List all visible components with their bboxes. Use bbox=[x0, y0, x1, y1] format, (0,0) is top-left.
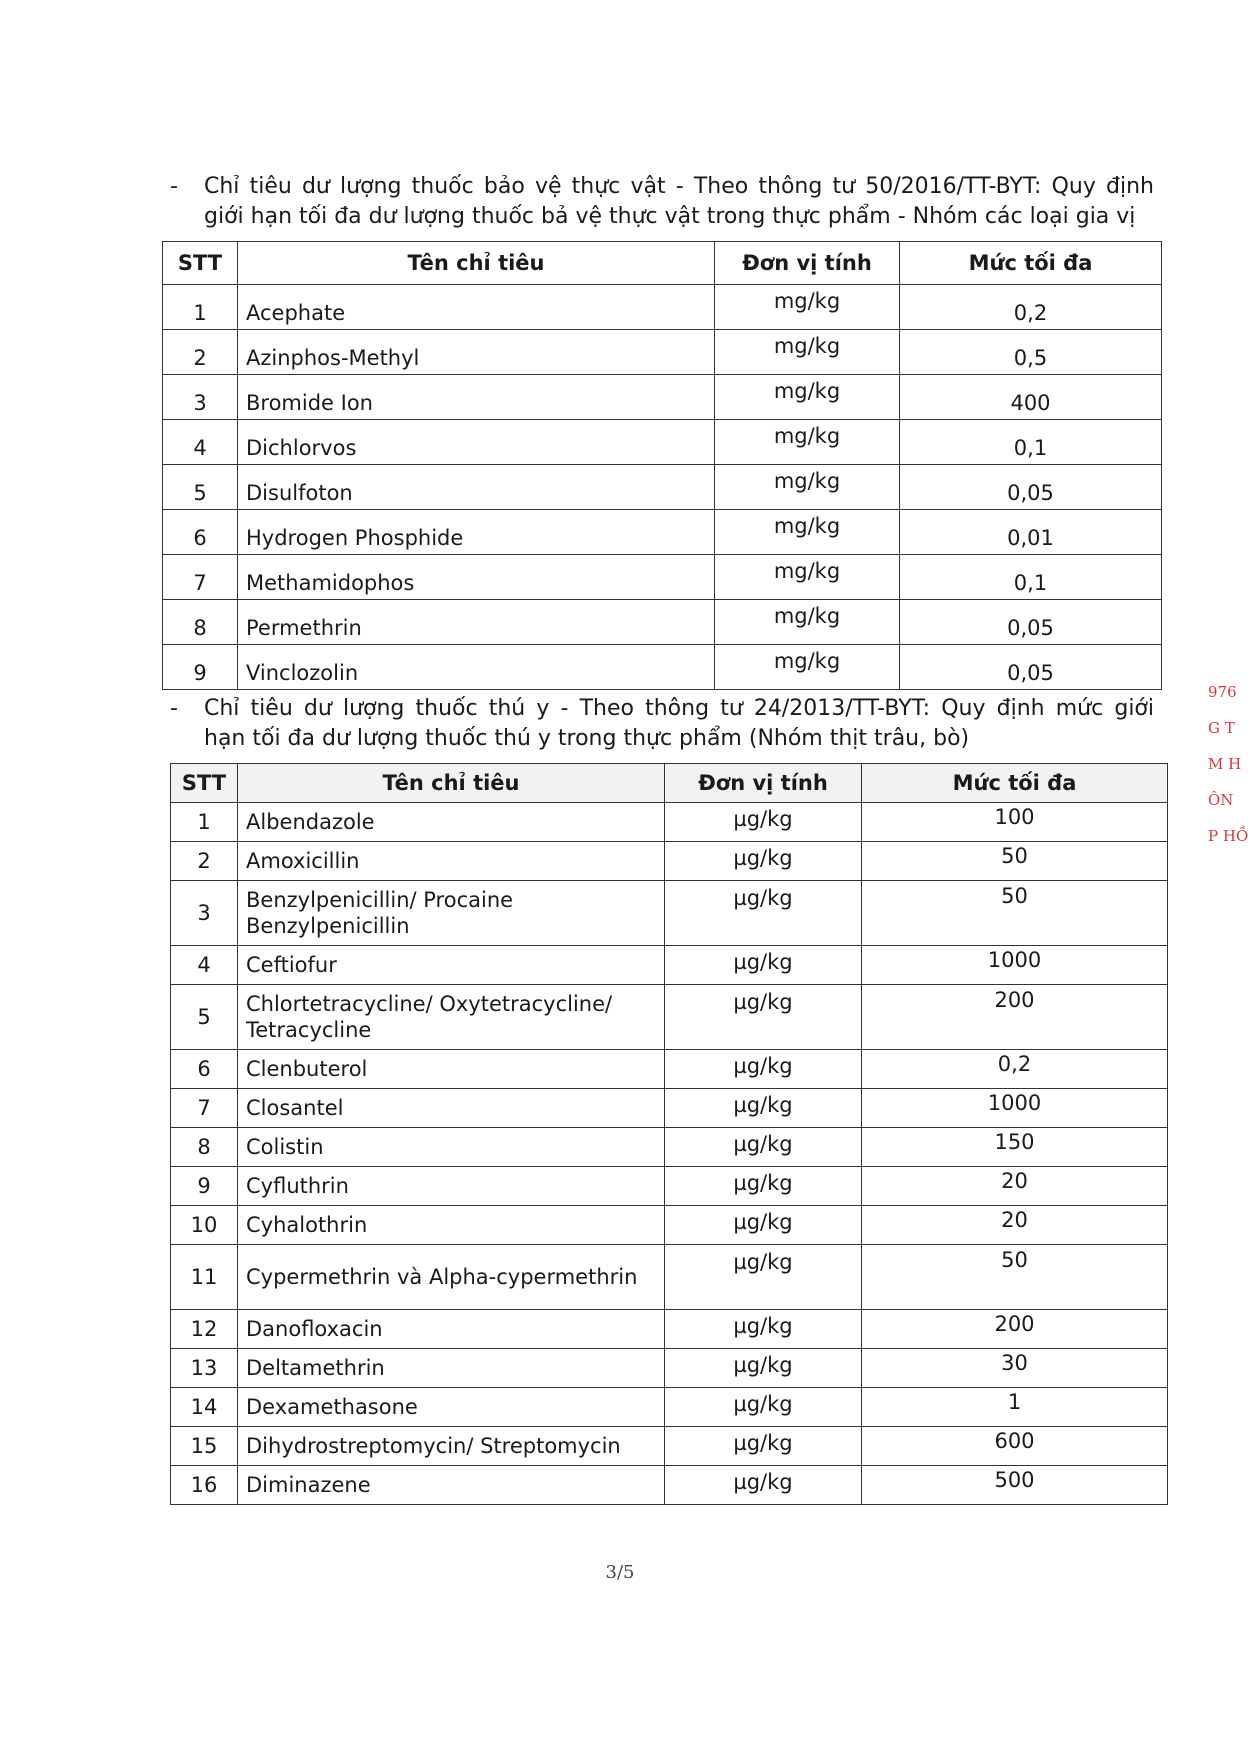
cell-name: Closantel bbox=[238, 1089, 665, 1128]
table-row bbox=[171, 1128, 1168, 1167]
table-row bbox=[171, 1310, 1168, 1349]
cell-stt: 10 bbox=[171, 1206, 238, 1245]
header-stt: STT bbox=[171, 764, 238, 803]
cell-unit: mg/kg bbox=[715, 420, 900, 465]
table-row bbox=[163, 375, 1162, 420]
table-row bbox=[163, 420, 1162, 465]
cell-unit: mg/kg bbox=[715, 510, 900, 555]
cell-max: 200 bbox=[862, 985, 1168, 1050]
table-header-row bbox=[163, 242, 1162, 285]
cell-max: 0,1 bbox=[900, 420, 1162, 465]
cell-max: 1000 bbox=[862, 946, 1168, 985]
cell-unit: µg/kg bbox=[665, 1349, 862, 1388]
cell-unit: µg/kg bbox=[665, 842, 862, 881]
veterinary-drug-table bbox=[170, 763, 1168, 1505]
cell-stt: 3 bbox=[171, 881, 238, 946]
table-row bbox=[171, 1427, 1168, 1466]
cell-stt: 9 bbox=[163, 645, 238, 690]
cell-max: 500 bbox=[862, 1466, 1168, 1505]
cell-max: 100 bbox=[862, 803, 1168, 842]
cell-unit: µg/kg bbox=[665, 946, 862, 985]
cell-stt: 14 bbox=[171, 1388, 238, 1427]
table-row bbox=[171, 1089, 1168, 1128]
table-row bbox=[171, 1466, 1168, 1505]
header-max: Mức tối đa bbox=[900, 242, 1162, 285]
stamp-text: P HỒ bbox=[1208, 827, 1248, 845]
table-row bbox=[163, 465, 1162, 510]
cell-stt: 15 bbox=[171, 1427, 238, 1466]
cell-name: Acephate bbox=[238, 285, 715, 330]
table-row bbox=[171, 1050, 1168, 1089]
table-row bbox=[171, 1388, 1168, 1427]
page-number: 3/5 bbox=[605, 1562, 635, 1583]
cell-stt: 8 bbox=[171, 1128, 238, 1167]
cell-max: 50 bbox=[862, 881, 1168, 946]
header-unit: Đơn vị tính bbox=[665, 764, 862, 803]
cell-name: Chlortetracycline/ Oxytetracycline/ Tetracycline bbox=[238, 985, 665, 1050]
cell-name: Danofloxacin bbox=[238, 1310, 665, 1349]
cell-max: 600 bbox=[862, 1427, 1168, 1466]
cell-unit: mg/kg bbox=[715, 285, 900, 330]
cell-name: Permethrin bbox=[238, 600, 715, 645]
table-header-row bbox=[171, 764, 1168, 803]
cell-unit: µg/kg bbox=[665, 1245, 862, 1310]
section2-heading-line2: hạn tối đa dư lượng thuốc thú y trong thực phẩm (Nhóm thịt trâu, bò) bbox=[204, 726, 970, 751]
cell-name: Amoxicillin bbox=[238, 842, 665, 881]
table-row bbox=[171, 1349, 1168, 1388]
cell-stt: 2 bbox=[163, 330, 238, 375]
cell-name: Hydrogen Phosphide bbox=[238, 510, 715, 555]
table-row bbox=[163, 285, 1162, 330]
cell-max: 30 bbox=[862, 1349, 1168, 1388]
red-stamp-fragment bbox=[1208, 674, 1248, 904]
table-row bbox=[163, 330, 1162, 375]
cell-max: 0,2 bbox=[862, 1050, 1168, 1089]
table-row bbox=[163, 645, 1162, 690]
cell-stt: 3 bbox=[163, 375, 238, 420]
cell-max: 20 bbox=[862, 1206, 1168, 1245]
cell-stt: 9 bbox=[171, 1167, 238, 1206]
cell-name: Clenbuterol bbox=[238, 1050, 665, 1089]
cell-name: Dichlorvos bbox=[238, 420, 715, 465]
table-row bbox=[171, 946, 1168, 985]
section1-heading-line1: Chỉ tiêu dư lượng thuốc bảo vệ thực vật - Theo thông tư 50/2016/TT-BYT: Quy định bbox=[204, 174, 1154, 199]
cell-unit: µg/kg bbox=[665, 881, 862, 946]
header-stt: STT bbox=[163, 242, 238, 285]
table-row bbox=[171, 1167, 1168, 1206]
cell-unit: mg/kg bbox=[715, 375, 900, 420]
cell-name: Dihydrostreptomycin/ Streptomycin bbox=[238, 1427, 665, 1466]
pesticide-table bbox=[162, 241, 1162, 690]
cell-stt: 16 bbox=[171, 1466, 238, 1505]
cell-unit: µg/kg bbox=[665, 1206, 862, 1245]
cell-stt: 5 bbox=[171, 985, 238, 1050]
cell-unit: mg/kg bbox=[715, 600, 900, 645]
cell-stt: 8 bbox=[163, 600, 238, 645]
cell-unit: µg/kg bbox=[665, 803, 862, 842]
table-row bbox=[171, 1245, 1168, 1310]
cell-name: Albendazole bbox=[238, 803, 665, 842]
cell-stt: 12 bbox=[171, 1310, 238, 1349]
cell-name: Cyfluthrin bbox=[238, 1167, 665, 1206]
table-row bbox=[171, 985, 1168, 1050]
cell-max: 150 bbox=[862, 1128, 1168, 1167]
header-unit: Đơn vị tính bbox=[715, 242, 900, 285]
cell-max: 0,05 bbox=[900, 600, 1162, 645]
table-row bbox=[171, 803, 1168, 842]
cell-name: Bromide Ion bbox=[238, 375, 715, 420]
cell-max: 0,5 bbox=[900, 330, 1162, 375]
cell-max: 20 bbox=[862, 1167, 1168, 1206]
stamp-text: 976 bbox=[1208, 683, 1237, 701]
cell-unit: mg/kg bbox=[715, 465, 900, 510]
cell-name: Diminazene bbox=[238, 1466, 665, 1505]
table-row bbox=[171, 1206, 1168, 1245]
cell-unit: µg/kg bbox=[665, 1388, 862, 1427]
cell-max: 400 bbox=[900, 375, 1162, 420]
cell-unit: µg/kg bbox=[665, 1310, 862, 1349]
cell-unit: µg/kg bbox=[665, 1167, 862, 1206]
cell-unit: µg/kg bbox=[665, 1128, 862, 1167]
cell-stt: 5 bbox=[163, 465, 238, 510]
stamp-text: ÔN bbox=[1208, 791, 1234, 809]
stamp-text: M H bbox=[1208, 755, 1242, 773]
cell-name: Ceftiofur bbox=[238, 946, 665, 985]
cell-stt: 2 bbox=[171, 842, 238, 881]
cell-max: 1 bbox=[862, 1388, 1168, 1427]
stamp-text: G T bbox=[1208, 719, 1235, 737]
cell-stt: 7 bbox=[171, 1089, 238, 1128]
cell-unit: µg/kg bbox=[665, 1050, 862, 1089]
table-row bbox=[163, 600, 1162, 645]
cell-unit: µg/kg bbox=[665, 1089, 862, 1128]
cell-unit: mg/kg bbox=[715, 645, 900, 690]
cell-max: 1000 bbox=[862, 1089, 1168, 1128]
cell-unit: µg/kg bbox=[665, 1427, 862, 1466]
section1-heading-line2: giới hạn tối đa dư lượng thuốc bả vệ thực vật trong thực phẩm - Nhóm các loại gia vị bbox=[204, 204, 1136, 229]
cell-name: Cyhalothrin bbox=[238, 1206, 665, 1245]
header-max: Mức tối đa bbox=[862, 764, 1168, 803]
section2-heading-line1: Chỉ tiêu dư lượng thuốc thú y - Theo thông tư 24/2013/TT-BYT: Quy định mức giới bbox=[204, 696, 1154, 721]
cell-stt: 6 bbox=[171, 1050, 238, 1089]
cell-max: 200 bbox=[862, 1310, 1168, 1349]
cell-name: Dexamethasone bbox=[238, 1388, 665, 1427]
cell-unit: mg/kg bbox=[715, 555, 900, 600]
cell-unit: µg/kg bbox=[665, 985, 862, 1050]
cell-stt: 11 bbox=[171, 1245, 238, 1310]
cell-max: 0,05 bbox=[900, 465, 1162, 510]
cell-stt: 4 bbox=[163, 420, 238, 465]
cell-stt: 1 bbox=[163, 285, 238, 330]
cell-name: Colistin bbox=[238, 1128, 665, 1167]
cell-name: Vinclozolin bbox=[238, 645, 715, 690]
cell-max: 0,05 bbox=[900, 645, 1162, 690]
bullet-dash: - bbox=[170, 174, 178, 199]
bullet-dash: - bbox=[170, 696, 178, 721]
cell-name: Methamidophos bbox=[238, 555, 715, 600]
cell-unit: mg/kg bbox=[715, 330, 900, 375]
cell-stt: 4 bbox=[171, 946, 238, 985]
cell-unit: µg/kg bbox=[665, 1466, 862, 1505]
header-name: Tên chỉ tiêu bbox=[238, 242, 715, 285]
cell-name: Deltamethrin bbox=[238, 1349, 665, 1388]
table-row bbox=[171, 842, 1168, 881]
cell-max: 50 bbox=[862, 1245, 1168, 1310]
table-row bbox=[171, 881, 1168, 946]
cell-stt: 1 bbox=[171, 803, 238, 842]
table-row bbox=[163, 510, 1162, 555]
header-name: Tên chỉ tiêu bbox=[238, 764, 665, 803]
cell-max: 0,01 bbox=[900, 510, 1162, 555]
cell-name: Benzylpenicillin/ Procaine Benzylpenicillin bbox=[238, 881, 665, 946]
cell-stt: 7 bbox=[163, 555, 238, 600]
cell-max: 0,1 bbox=[900, 555, 1162, 600]
cell-max: 0,2 bbox=[900, 285, 1162, 330]
cell-stt: 6 bbox=[163, 510, 238, 555]
section2-heading bbox=[170, 694, 1160, 754]
cell-max: 50 bbox=[862, 842, 1168, 881]
cell-name: Disulfoton bbox=[238, 465, 715, 510]
cell-name: Azinphos-Methyl bbox=[238, 330, 715, 375]
table-row bbox=[163, 555, 1162, 600]
section1-heading bbox=[170, 172, 1160, 232]
cell-stt: 13 bbox=[171, 1349, 238, 1388]
cell-name: Cypermethrin và Alpha-cypermethrin bbox=[238, 1245, 665, 1310]
